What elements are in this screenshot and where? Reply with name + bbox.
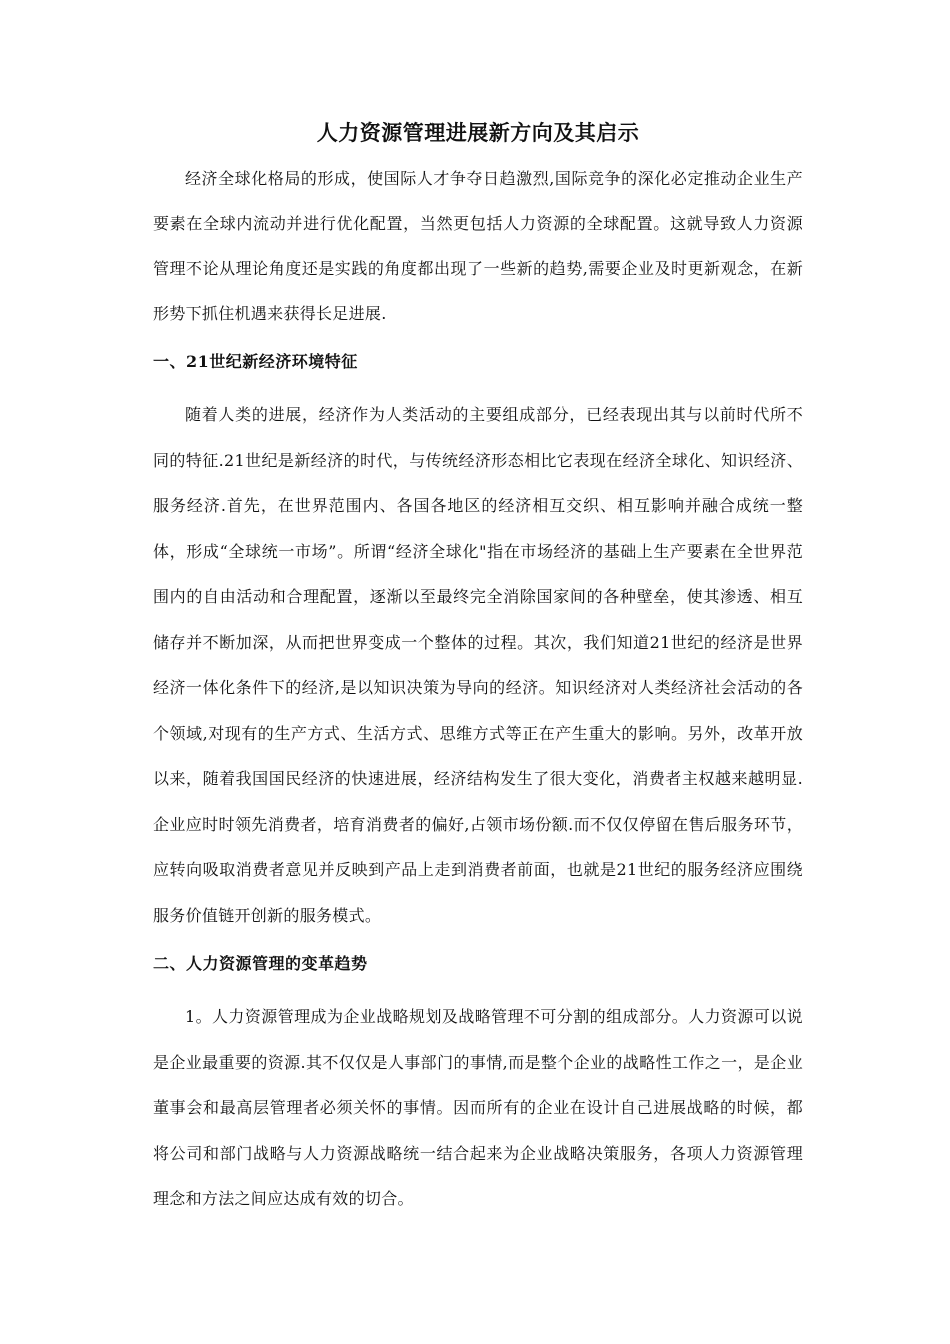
intro-paragraph: 经济全球化格局的形成，使国际人才争夺日趋激烈,国际竞争的深化必定推动企业生产要素在全球内流动并进行优化配置，当然更包括人力资源的全球配置。这就导致人力资源管理不论从理论角度还是实践的角度都出现了一些新的趋势,需要企业及时更新观念，在新形势下抓住机遇来获得长足进展. — [153, 169, 803, 323]
document-title: 人力资源管理进展新方向及其启示 — [316, 120, 640, 145]
section-2-point-1-paragraph: 1。人力资源管理成为企业战略规划及战略管理不可分割的组成部分。人力资源可以说是企业最重要的资源.其不仅仅是人事部门的事情,而是整个企业的战略性工作之一，是企业董事会和最高层管理者必须关怀的事情。因而所有的企业在设计自己进展战略的时候，都将公司和部门战略与人力资源战略统一结合起来为企业战略决策服务，各项人力资源管理理念和方法之间应达成有效的切合。 — [153, 1007, 803, 1208]
section-2-heading: 二、人力资源管理的变革趋势 — [153, 954, 368, 973]
section-1-heading: 一、21世纪新经济环境特征 — [153, 352, 358, 371]
document-page — [153, 118, 803, 1222]
section-1-paragraph: 随着人类的进展，经济作为人类活动的主要组成部分，已经表现出其与以前时代所不同的特征.21世纪是新经济的时代，与传统经济形态相比它表现在经济全球化、知识经济、服务经济.首先，在世界范围内、各国各地区的经济相互交织、相互影响并融合成统一整体，形成“全球统一市场”。所谓“经济全球化"指在市场经济的基础上生产要素在全世界范围内的自由活动和合理配置，逐渐以至最终完全消除国家间的各种壁垒，使其渗透、相互储存并不断加深，从而把世界变成一个整体的过程。其次，我们知道21世纪的经济是世界经济一体化条件下的经济,是以知识决策为导向的经济。知识经济对人类经济社会活动的各个领域,对现有的生产方式、生活方式、思维方式等正在产生重大的影响。另外，改革开放以来，随着我国国民经济的快速进展，经济结构发生了很大变化，消费者主权越来越明显.企业应时时领先消费者，培育消费者的偏好,占领市场份额.而不仅仅停留在售后服务环节，应转向吸取消费者意见并反映到产品上走到消费者前面，也就是21世纪的服务经济应围绕服务价值链开创新的服务模式。 — [153, 405, 803, 925]
